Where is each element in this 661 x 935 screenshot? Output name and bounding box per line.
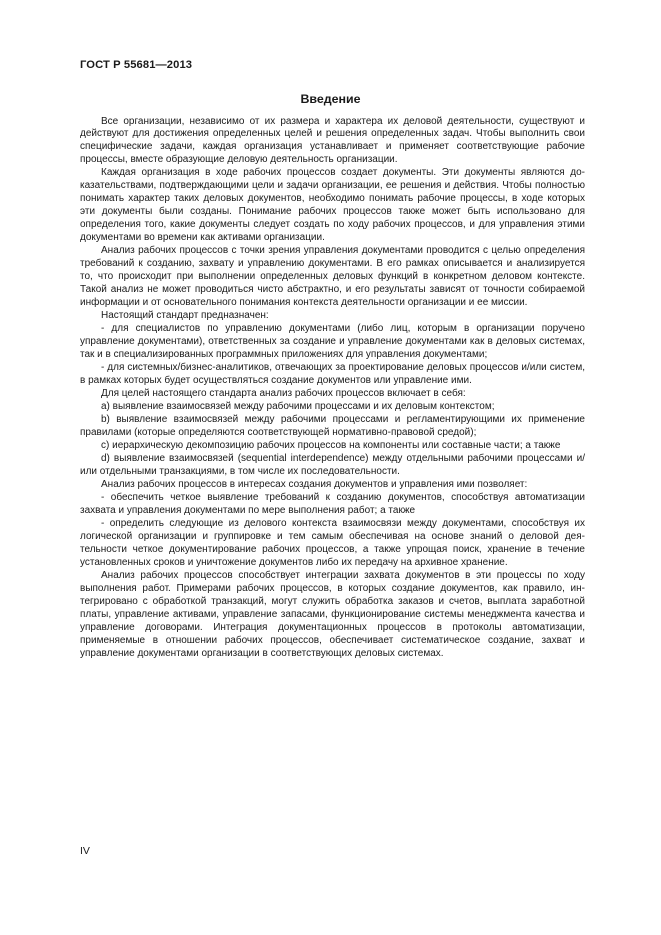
paragraph-documents: Каждая организация в ходе рабочих процессов создает документы. Эти документы являются доказательствами, подтверждающими цели и задачи организации, ее решения и действия. Чтобы полностью понимать характер таких деловых документов, необходимо понимать рабочие процессы, в ходе которых эти документы были созданы. Понимание рабочих процессов также может быть использовано для определения того, какие документы следует создать по ходу рабочих процессов, и для управления этими документами во времени как активами организации. [80, 167, 585, 244]
list-item-system-analysts: - для системных/бизнес-аналитиков, отвечающих за проектирование деловых процессов и/или систем, в рамках которых будет осуществляться создание документов или управление ими. [80, 362, 585, 387]
paragraph-audience-lead: Настоящий стандарт предназначен: [101, 310, 269, 322]
list-item-requirements: - обеспечить четкое выявление требований к созданию документов, способствуя автоматизации захвата и управления документами по мере выполнения работ; а также [80, 492, 585, 517]
list-item-records-specialists: - для специалистов по управлению документами (либо лиц, которым в организации поручено управление документами), ответственных за создание и управление документами как в деловых системах, так и в специализированных программных приложениях для управления документами; [80, 323, 585, 361]
section-title: Введение [300, 92, 361, 106]
list-item-d: d) выявление взаимосвязей (sequential interdependence) между отдельными рабочими процессами и/или отдельными транзакциями, в том числе их последовательности. [80, 453, 585, 478]
paragraph-intro: Все организации, независимо от их размера и характера их деловой деятельности, существуют и действуют для достижения определенных целей и решения определенных задач. Чтобы выполнить свои специфические задачи, каждая организация устанавливает и применяет соответствующие рабочие процессы, вместе образующие деловую деятельность организации. [80, 115, 585, 166]
list-item-c: c) иерархическую декомпозицию рабочих процессов на компоненты или составные части; а также [101, 440, 561, 452]
paragraph-analysis: Анализ рабочих процессов с точки зрения управления документами проводится с целью определения требований к созданию, захвату и управлению документами. В его рамках описывается и анализируется то, что происходит при выполнении определенных деловых функций в конкретном деловом контексте. Такой анализ не может проводиться чисто абстрактно, и его результаты зависят от точности собираемой информации и от основательного понимания контекста деятельности организации и ее миссии. [80, 245, 585, 309]
list-item-a: a) выявление взаимосвязей между рабочими процессами и их деловым контекстом; [101, 401, 495, 413]
paragraph-benefits-lead: Анализ рабочих процессов в интересах создания документов и управления ими позволяет: [101, 479, 528, 491]
paragraph-integration: Анализ рабочих процессов способствует интеграции захвата документов в эти процессы по ходу выполнения работ. Примерами рабочих процессов, в которых создание документов, как правило, интегрировано с обработкой транзакций, могут служить обработка заказов и счетов, выплата заработной платы, управление активами, управление запасами, функционирование системы менеджмента качества и управление договорами. Интеграция документационных процессов в протоколы автоматизации, применяемые в отношении рабочих процессов, обеспечивает систематическое создание, захват и управление документами организации в соответствующих деловых системах. [80, 569, 585, 659]
list-item-relationships: - определить следующие из делового контекста взаимосвязи между документами, способствуя их логической организации и группировке и тем самым обеспечивая на основе знаний о деловой деятельности четкое документирование рабочих процессов, а также упрощая поиск, хранение в течение установленных сроков и уничтожение документов либо их передачу на архивное хранение. [80, 518, 585, 568]
document-code-header: ГОСТ Р 55681—2013 [80, 59, 193, 71]
body-text [80, 116, 585, 661]
page-number: IV [80, 845, 90, 857]
paragraph-scope-lead: Для целей настоящего стандарта анализ рабочих процессов включает в себя: [101, 388, 466, 400]
list-item-b: b) выявление взаимосвязей между рабочими процессами и регламентирующими их применение правилами (которые определяются соответствующей нормативно-правовой средой); [80, 414, 585, 439]
